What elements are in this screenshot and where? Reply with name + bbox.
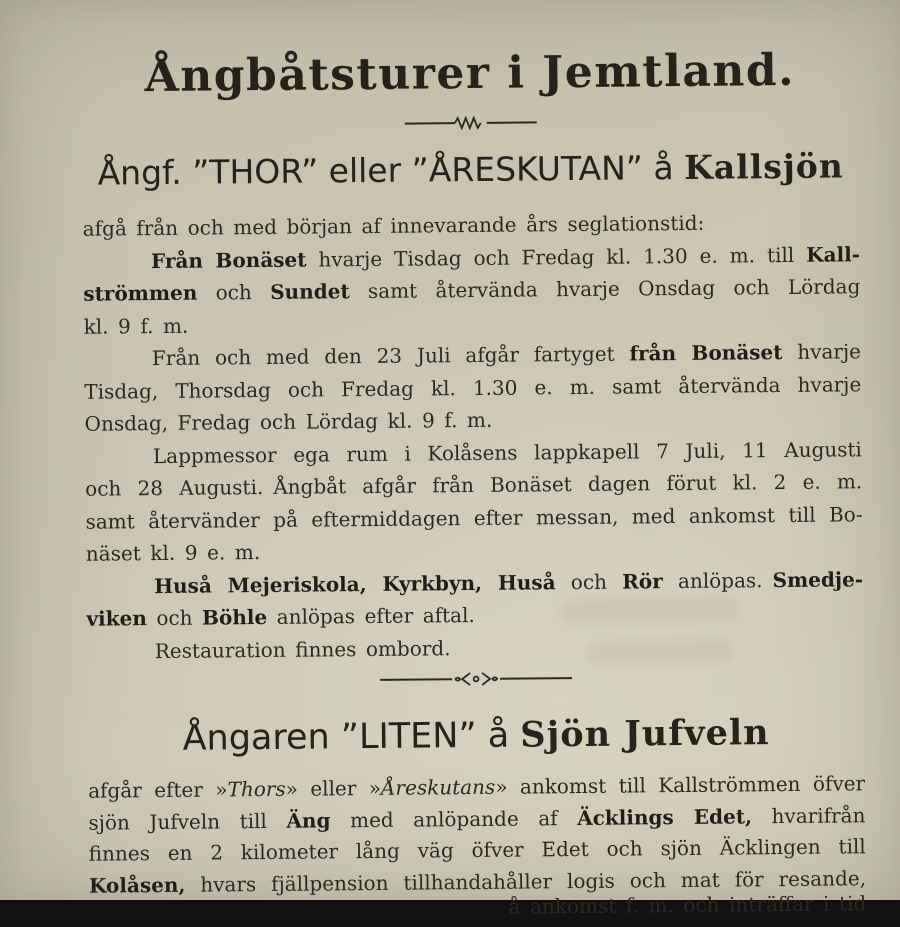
text: Onsdag, Fredag och Lördag kl. 9 f. m.	[84, 407, 493, 436]
bold-text: Kolåsen,	[88, 872, 186, 898]
heading-lake-name: Sjön Jufveln	[520, 712, 770, 756]
schedule-text-jufveln	[88, 768, 866, 927]
page-content	[81, 0, 867, 927]
text: näset kl. 9 e. m.	[85, 540, 261, 566]
route-heading-kallsjon	[82, 144, 859, 195]
bold-text: Äng	[286, 807, 331, 833]
divider-squiggle-icon	[82, 110, 859, 135]
text: och	[555, 569, 623, 594]
bold-text: Äcklings Edet,	[577, 803, 753, 830]
route-heading-jufveln	[87, 708, 864, 763]
bold-text: Från Bonäset	[150, 247, 307, 273]
italic-text: Åreskutans	[380, 774, 496, 800]
text: anlöpas efter aftal.	[267, 602, 475, 629]
text: hvarifrån	[751, 802, 866, 828]
text: Tisdag, Thorsdag och Fredag kl. 1.30 e. m. samt återvända hvarje	[84, 371, 862, 404]
text: Lappmessor ega rum i Kolåsens lappkapell 7 Juli, 11 Augusti	[152, 436, 863, 468]
text: och	[197, 279, 271, 305]
bold-text: Böhle	[201, 604, 268, 630]
text: med anlöpande af	[330, 805, 578, 832]
text: » ankomst till Kallströmmen öfver	[495, 771, 866, 799]
text: och	[146, 605, 203, 631]
text: samt återvänder på eftermiddagen efter messan, med ankomst till Bo-	[85, 501, 863, 534]
bold-text: strömmen	[83, 280, 198, 306]
bold-text: viken	[86, 606, 147, 631]
text: anlöpas.	[662, 567, 773, 593]
heading-lake-name: Kallsjön	[683, 146, 844, 187]
text: afgår efter »	[88, 777, 228, 803]
heading-boat-names: Ångf. ”THOR” eller ”ÅRESKUTAN” å	[97, 147, 685, 193]
text-line	[87, 628, 864, 668]
bold-text: Rör	[622, 568, 663, 594]
italic-text: Thors	[227, 776, 286, 802]
bold-text: Kall-	[806, 241, 861, 267]
text: Från och med den 23 Juli afgår fartyget	[151, 341, 630, 371]
text: sjön Jufveln till	[88, 808, 287, 835]
bold-text: Sundet	[270, 279, 350, 304]
text: afgå från och med början af innevarande års seglationstid:	[82, 210, 705, 241]
schedule-text-kallsjon	[83, 205, 864, 667]
text: samt återvända hvarje Onsdag och Lördag	[349, 274, 861, 304]
text: finnes en 2 kilometer lång väg öfver Edet och sjön Äcklingen till	[88, 834, 866, 866]
bold-text: Huså Mejeriskola, Kyrkbyn, Huså	[154, 569, 556, 598]
heading-boat-names: Ångaren ”LITEN” å	[182, 715, 521, 759]
bold-text: från Bonäset	[629, 340, 783, 366]
divider-ornament-icon	[87, 666, 864, 691]
text: hvarje Tisdag och Fredag kl. 1.30 e. m. till	[306, 242, 807, 272]
text: å ankomst f. m. och inträffar i tid	[508, 891, 867, 919]
bold-text: Smedje-	[772, 566, 864, 592]
text: och 28 Augusti. Ångbåt afgår från Bonäset dagen förut kl. 2 e. m.	[85, 469, 863, 501]
text: kl. 9 f. m.	[83, 313, 189, 339]
text: hvars fjällpension tillhandahåller logis och mat för resande,	[185, 865, 867, 897]
text: hvarje	[782, 339, 862, 365]
page-title: Ångbåtsturer i Jemtland.	[144, 44, 796, 103]
text: Restauration finnes ombord.	[154, 635, 451, 663]
text: » eller »	[285, 775, 382, 801]
